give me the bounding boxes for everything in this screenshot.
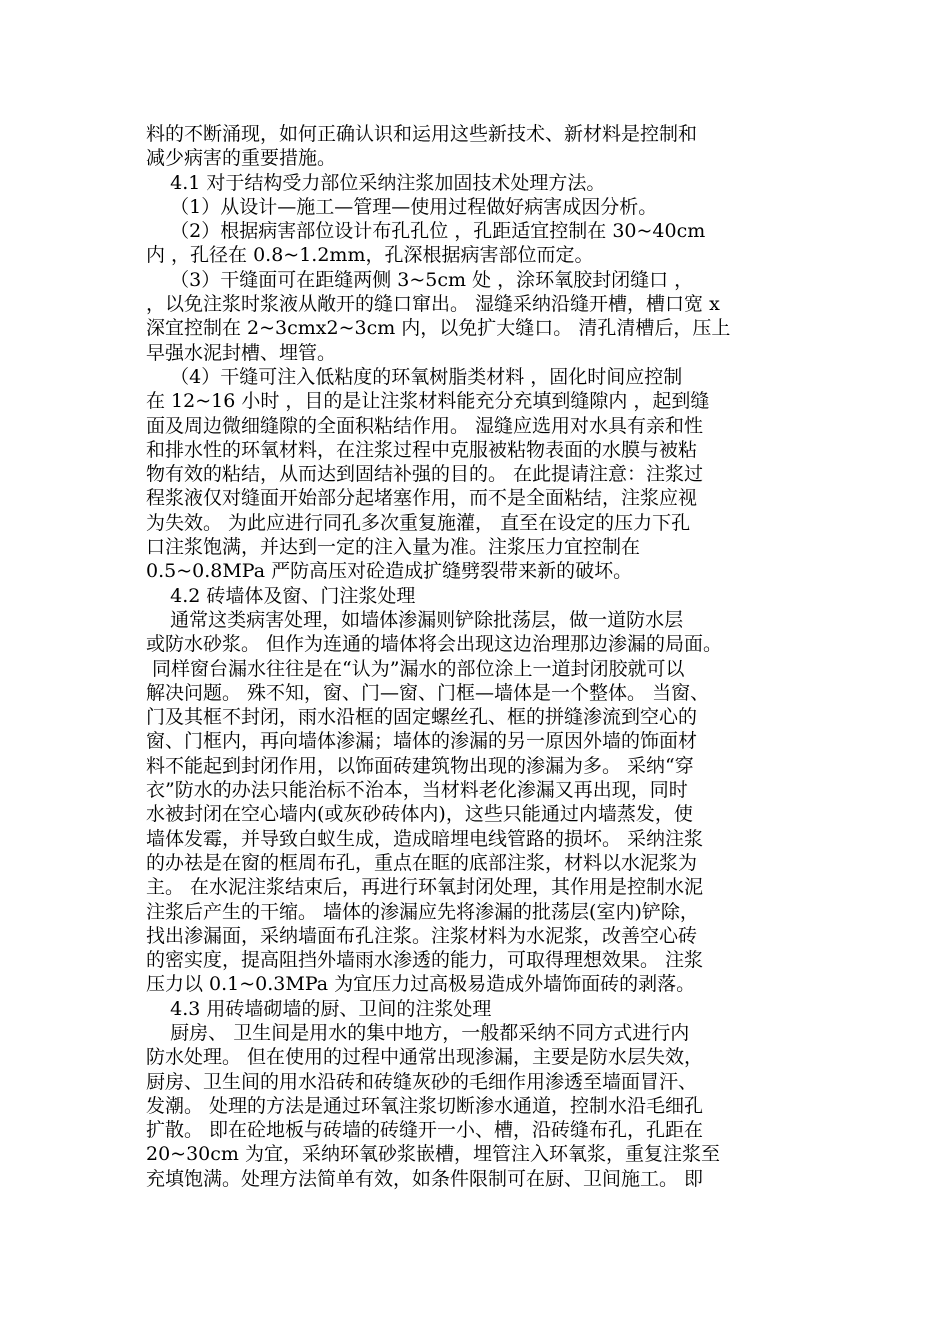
text-line: 墙体发霉，并导致白蚁生成，造成暗埋电线管路的损坏。 采纳注浆: [146, 827, 704, 850]
text-line: 窗、门框内，再向墙体渗漏；墙体的渗漏的另一原因外墙的饰面材: [146, 730, 698, 753]
text-line: 发潮。 处理的方法是通过环氧注浆切断渗水通道，控制水沿毛细孔: [146, 1094, 704, 1117]
text-line: 水被封闭在空心墙内(或灰砂砖体内)，这些只能通过内墙蒸发，使: [146, 803, 693, 826]
text-line: 在 12~16 小时 ，目的是让注浆材料能充分充填到缝隙内 ，起到缝: [146, 390, 710, 413]
text-line: 物有效的粘结，从而达到固结补强的目的。 在此提请注意：注浆过: [146, 463, 704, 486]
text-line: 同样窗台漏水往往是在“认为”漏水的部位涂上一道封闭胶就可以: [146, 657, 685, 680]
text-line: 内 ，孔径在 0.8~1.2mm，孔深根据病害部位而定。: [146, 244, 594, 267]
text-line: （4）干缝可注入低粘度的环氧树脂类材料 ，固化时间应控制: [146, 365, 683, 388]
text-line: 充填饱满。处理方法简单有效，如条件限制可在厨、卫间施工。 即: [146, 1167, 704, 1190]
text-line: 面及周边微细缝隙的全面积粘结作用。 湿缝应选用对水具有亲和性: [146, 414, 704, 437]
text-line: 料不能起到封闭作用，以饰面砖建筑物出现的渗漏为多。 采纳“穿: [146, 754, 694, 777]
text-line: 压力以 0.1~0.3MPa 为宜压力过高极易造成外墙饰面砖的剥落。: [146, 973, 696, 996]
text-line: 衣”防水的办法只能治标不治本，当材料老化渗漏又再出现，同时: [146, 779, 688, 802]
text-line: 的密实度，提高阻挡外墙雨水渗透的能力，可取得理想效果。 注浆: [146, 949, 704, 972]
text-line: 门及其框不封闭，雨水沿框的固定螺丝孔、框的拼缝渗流到空心的: [146, 706, 698, 729]
text-line: 深宜控制在 2~3cmx2~3cm 内，以免扩大缝口。 清孔清槽后，压上: [146, 317, 731, 340]
text-line: 主。 在水泥注浆结束后，再进行环氧封闭处理，其作用是控制水泥: [146, 876, 704, 899]
text-line: 为失效。 为此应进行同孔多次重复施灌， 直至在设定的压力下孔: [146, 511, 691, 534]
text-line: 料的不断涌现，如何正确认识和运用这些新技术、新材料是控制和: [146, 123, 698, 145]
text-line: 厨房、 卫生间是用水的集中地方，一般都采纳不同方式进行内: [146, 1021, 690, 1044]
text-line: 的办祛是在窗的框周布孔，重点在眶的底部注浆，材料以水泥浆为: [146, 851, 698, 874]
text-line: （3）干缝面可在距缝两侧 3~5cm 处 ，涂环氧胶封闭缝口 ，: [146, 268, 694, 291]
text-line: （1）从设计—施工—管理—使用过程做好病害成因分析。: [146, 195, 658, 218]
text-line: 找出渗漏面，采纳墙面布孔注浆。注浆材料为水泥浆，改善空心砖: [146, 924, 698, 947]
text-line: 厨房、卫生间的用水沿砖和砖缝灰砂的毛细作用渗透至墙面冒汗、: [146, 1070, 698, 1093]
text-line: 和排水性的环氧材料，在注浆过程中克服被粘物表面的水膜与被粘: [146, 438, 698, 461]
text-line: ，以免注浆时浆液从敞开的缝口窜出。 湿缝采纳沿缝开槽，槽口宽 x: [146, 293, 720, 316]
text-line: 4.1 对于结构受力部位采纳注浆加固技术处理方法。: [146, 171, 606, 194]
text-line: 注浆后产生的干缩。 墙体的渗漏应先将渗漏的批荡层(室内)铲除，: [146, 900, 699, 923]
body-text: [146, 122, 826, 1191]
text-line: 扩散。 即在砼地板与砖墙的砖缝开一小、槽，沿砖缝布孔，孔距在: [146, 1119, 704, 1142]
text-line: 口注浆饱满，并达到一定的注入量为准。注浆压力宜控制在: [146, 536, 641, 559]
text-line: 通常这类病害处理，如墙体渗漏则铲除批荡层，做一道防水层: [146, 608, 684, 631]
text-line: 4.3 用砖墙砌墙的厨、卫间的注浆处理: [146, 997, 492, 1020]
text-line: 解决问题。 殊不知，窗、门—窗、门框—墙体是一个整体。 当窗、: [146, 681, 710, 704]
text-line: 程浆液仅对缝面开始部分起堵塞作用，而不是全面粘结，注浆应视: [146, 487, 698, 510]
text-line: 20~30cm 为宜，采纳环氧砂浆嵌槽，埋管注入环氧浆，重复注浆至: [146, 1143, 720, 1166]
text-line: 防水处理。 但在使用的过程中通常出现渗漏，主要是防水层失效，: [146, 1046, 704, 1069]
text-line: 减少病害的重要措施。: [146, 147, 337, 170]
text-line: 0.5~0.8MPa 严防高压对砼造成扩缝劈裂带来新的破坏。: [146, 560, 633, 583]
text-line: （2）根据病害部位设计布孔孔位 ，孔距适宜控制在 30~40cm: [146, 220, 706, 243]
text-line: 4.2 砖墙体及窗、门注浆处理: [146, 584, 416, 607]
text-line: 或防水砂浆。 但作为连通的墙体将会出现这边治理那边渗漏的局面。: [146, 633, 723, 656]
text-line: 早强水泥封槽、埋管。: [146, 341, 337, 364]
